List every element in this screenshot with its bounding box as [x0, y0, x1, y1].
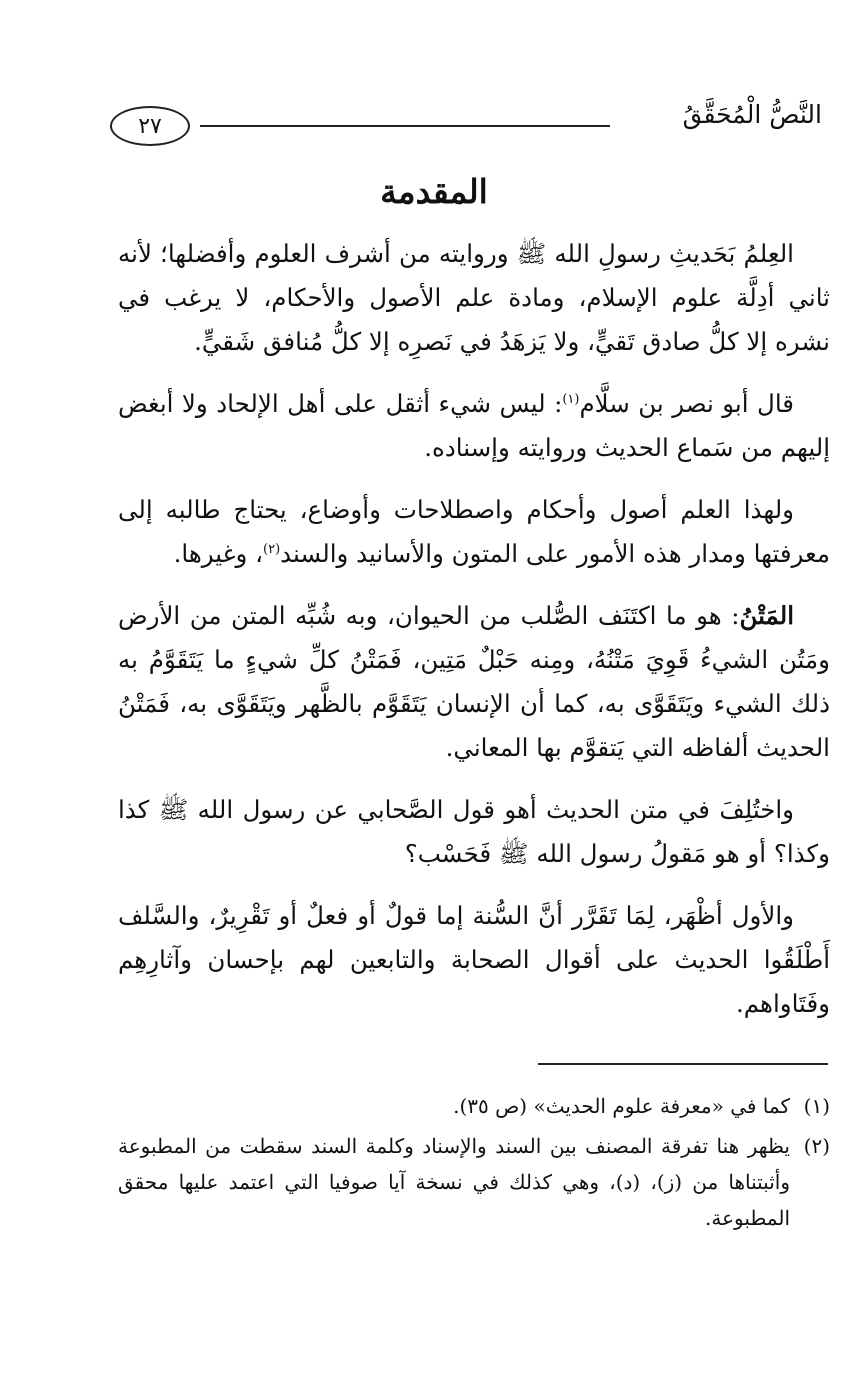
paragraph: واختُلِفَ في متن الحديث أهو قول الصَّحابي عن رسول الله ﷺ كذا وكذا؟ أو هو مَقولُ رسول الله ﷺ فَحَسْب؟: [118, 795, 830, 868]
footnote-ref: (١): [562, 391, 580, 407]
footnote-ref: (٢): [263, 541, 281, 557]
paragraph-text: : ليس شيء أثقل على أهل الإلحاد ولا أبغض إليهم من سَماع الحديث وروايته وإسناده.: [118, 389, 830, 462]
body-text: [118, 232, 830, 1044]
running-title: النَّصُّ الْمُحَقَّقُ: [682, 100, 822, 129]
footnote-number: (١): [803, 1094, 830, 1118]
footnote-number: (٢): [803, 1134, 830, 1158]
paragraph-text: ولهذا العلم أصول وأحكام واصطلاحات وأوضاع، يحتاج طالبه إلى معرفتها ومدار هذه الأمور على المتون والأسانيد والسند: [118, 495, 830, 568]
footnotes: [118, 1088, 830, 1240]
paragraph-text: قال أبو نصر بن سلَّام: [579, 389, 794, 418]
section-title: المقدمة: [380, 172, 488, 211]
paragraph: [118, 488, 830, 576]
paragraph-text: ، وغيرها.: [173, 539, 264, 568]
paragraph: [118, 594, 830, 770]
footnote-text: يظهر هنا تفرقة المصنف بين السند والإسناد وكلمة السند سقطت من المطبوعة وأثبتناها من (ز)، (د)، وهي كذلك في نسخة آيا صوفيا التي اعتمد عليها محقق المطبوعة.: [118, 1134, 790, 1230]
header-rule: [200, 125, 610, 127]
paragraph: [118, 382, 830, 470]
footnote: [118, 1088, 830, 1124]
page-number: ٢٧: [110, 106, 190, 146]
footnote-text: كما في «معرفة علوم الحديث» (ص ٣٥).: [453, 1094, 790, 1118]
defined-term: المَتْنُ: [739, 601, 794, 630]
paragraph: العِلمُ بَحَديثِ رسولِ الله ﷺ وروايته من أشرف العلوم وأفضلها؛ لأنه ثاني أدِلَّة علوم الإسلام، ومادة علم الأصول والأحكام، لا يرغب في نشره إلا كلُّ صادق تَقيٍّ، ولا يَزهَدُ في نَصرِه إلا كلُّ مُنافق شَقيٍّ.: [118, 239, 830, 356]
paragraph-text: : هو ما اكتَنَف الصُّلب من الحيوان، وبه شُبِّه المتن من الأرض ومَتُن الشيءُ قَوِيَ مَتْنُهُ، ومِنه حَبْلٌ مَتِين، فَمَتْنُ كلِّ شيءٍ ما يَتَقَوَّمُ به ذلك الشيء ويَتَقَوَّى به، كما أن الإنسان يَتَقَوَّم بالظَّهر ويَتَقَوَّى به، فَمَتْنُ الحديث ألفاظه التي يَتقوَّم بها المعاني.: [118, 601, 830, 762]
footnote: [118, 1128, 830, 1236]
page-header: [110, 98, 822, 148]
footnote-separator: [538, 1063, 828, 1065]
paragraph: والأول أظْهَر، لِمَا تَقَرَّر أنَّ السُّنة إما قولٌ أو فعلٌ أو تَقْرِيرٌ، والسَّلف أَطْلَقُوا الحديث على أقوال الصحابة والتابعين لهم بإحسان وآثارِهِم وفَتَاواهم.: [118, 901, 830, 1018]
